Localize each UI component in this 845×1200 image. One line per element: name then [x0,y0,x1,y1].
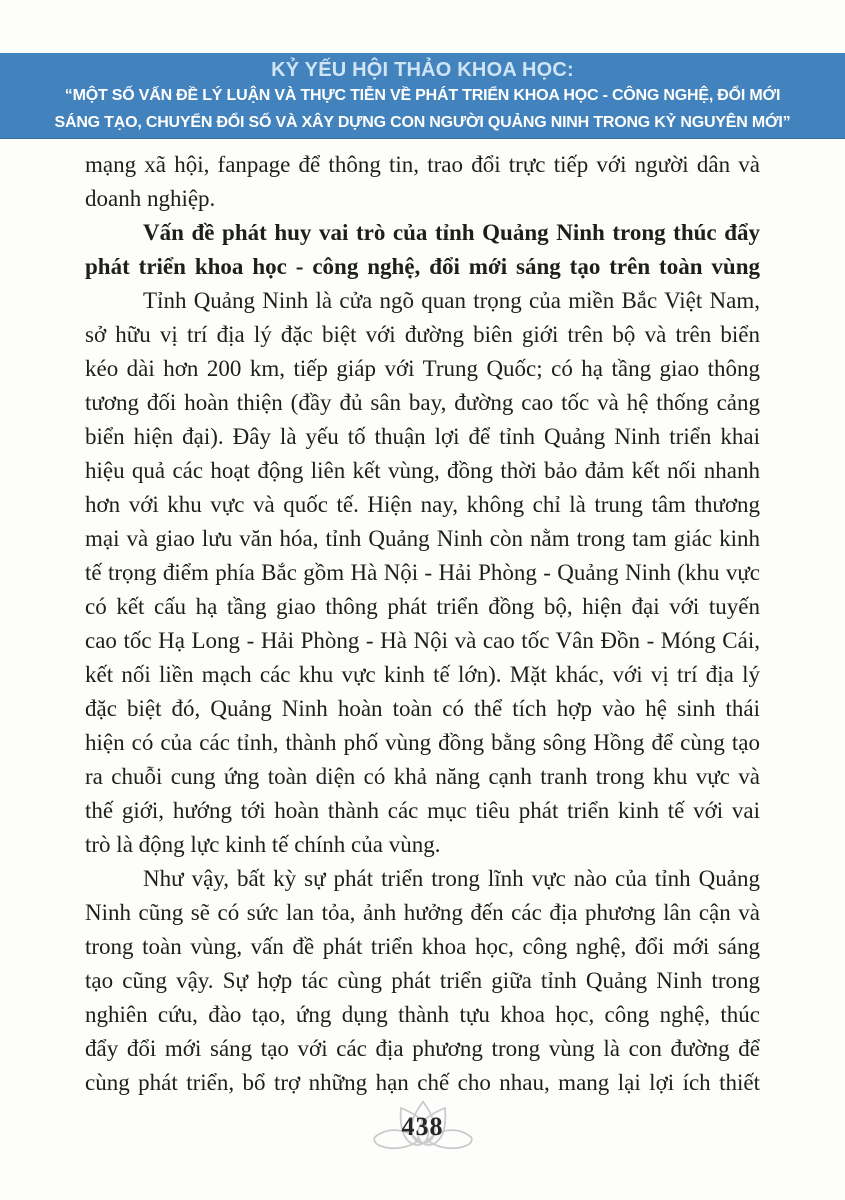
body-line: cùng phát triển, bổ trợ những hạn chế cho nhau, mang lại lợi ích thiết [85,1070,760,1095]
body-line: có kết cấu hạ tầng giao thông phát triển đồng bộ, hiện đại với tuyến [85,594,760,619]
body-line: tương đối hoàn thiện (đầy đủ sân bay, đường cao tốc và hệ thống cảng [85,390,760,415]
body-line: tạo cũng vậy. Sự hợp tác cùng phát triển giữa tỉnh Quảng Ninh trong [85,968,760,993]
body-line: trò là động lực kinh tế chính của vùng. [85,832,441,857]
body-line: trong toàn vùng, vấn đề phát triển khoa học, công nghệ, đổi mới sáng [85,934,760,959]
body-line: kéo dài hơn 200 km, tiếp giáp với Trung Quốc; có hạ tầng giao thông [85,356,760,381]
body-line: hiệu quả các hoạt động liên kết vùng, đồng thời bảo đảm kết nối nhanh [85,458,760,483]
body-line: thế giới, hướng tới hoàn thành các mục tiêu phát triển kinh tế với vai [85,798,760,823]
page-body [85,148,760,1100]
body-line: kết nối liền mạch các khu vực kinh tế lớn). Mặt khác, với vị trí địa lý [85,662,760,687]
body-line: tế trọng điểm phía Bắc gồm Hà Nội - Hải Phòng - Quảng Ninh (khu vực [85,560,760,585]
page-footer [0,1098,845,1168]
body-line: đẩy đổi mới sáng tạo với các địa phương trong vùng là con đường để [85,1036,760,1061]
body-line: nghiên cứu, đào tạo, ứng dụng thành tựu khoa học, công nghệ, thúc [85,1002,760,1027]
body-line: mại và giao lưu văn hóa, tỉnh Quảng Ninh còn nằm trong tam giác kinh [85,526,760,551]
page-number: 438 [401,1112,444,1141]
proceedings-subtitle-line-2: SÁNG TẠO, CHUYỂN ĐỔI SỐ VÀ XÂY DỰNG CON NGƯỜI QUẢNG NINH TRONG KỶ NGUYÊN MỚI” [54,113,791,131]
body-line: mạng xã hội, fanpage để thông tin, trao đổi trực tiếp với người dân và [85,152,760,177]
header-band [0,53,845,139]
body-line: Như vậy, bất kỳ sự phát triển trong lĩnh vực nào của tỉnh Quảng [143,866,760,891]
body-line: biển hiện đại). Đây là yếu tố thuận lợi để tỉnh Quảng Ninh triển khai [85,424,760,449]
body-line: cao tốc Hạ Long - Hải Phòng - Hà Nội và cao tốc Vân Đồn - Móng Cái, [85,628,760,653]
proceedings-title: KỶ YẾU HỘI THẢO KHOA HỌC: [271,59,574,81]
body-line: ra chuỗi cung ứng toàn diện có khả năng cạnh tranh trong khu vực và [85,764,760,789]
section-heading-line: Vấn đề phát huy vai trò của tỉnh Quảng Ninh trong thúc đẩy [143,220,760,245]
section-heading-line: phát triển khoa học - công nghệ, đổi mới sáng tạo trên toàn vùng [85,254,760,279]
body-line: hơn với khu vực và quốc tế. Hiện nay, không chỉ là trung tâm thương [85,492,760,517]
body-line: hiện có của các tỉnh, thành phố vùng đồng bằng sông Hồng để cùng tạo [85,730,760,755]
body-line: Tỉnh Quảng Ninh là cửa ngõ quan trọng của miền Bắc Việt Nam, [143,288,760,313]
body-line: doanh nghiệp. [85,186,216,211]
body-line: sở hữu vị trí địa lý đặc biệt với đường biên giới trên bộ và trên biển [85,322,760,347]
body-line: Ninh cũng sẽ có sức lan tỏa, ảnh hưởng đến các địa phương lân cận và [85,900,760,925]
body-line: đặc biệt đó, Quảng Ninh hoàn toàn có thể tích hợp vào hệ sinh thái [85,696,760,721]
proceedings-subtitle-line-1: “MỘT SỐ VẤN ĐỀ LÝ LUẬN VÀ THỰC TIỄN VỀ PHÁT TRIỂN KHOA HỌC - CÔNG NGHỆ, ĐỔI MỚI [64,87,781,104]
